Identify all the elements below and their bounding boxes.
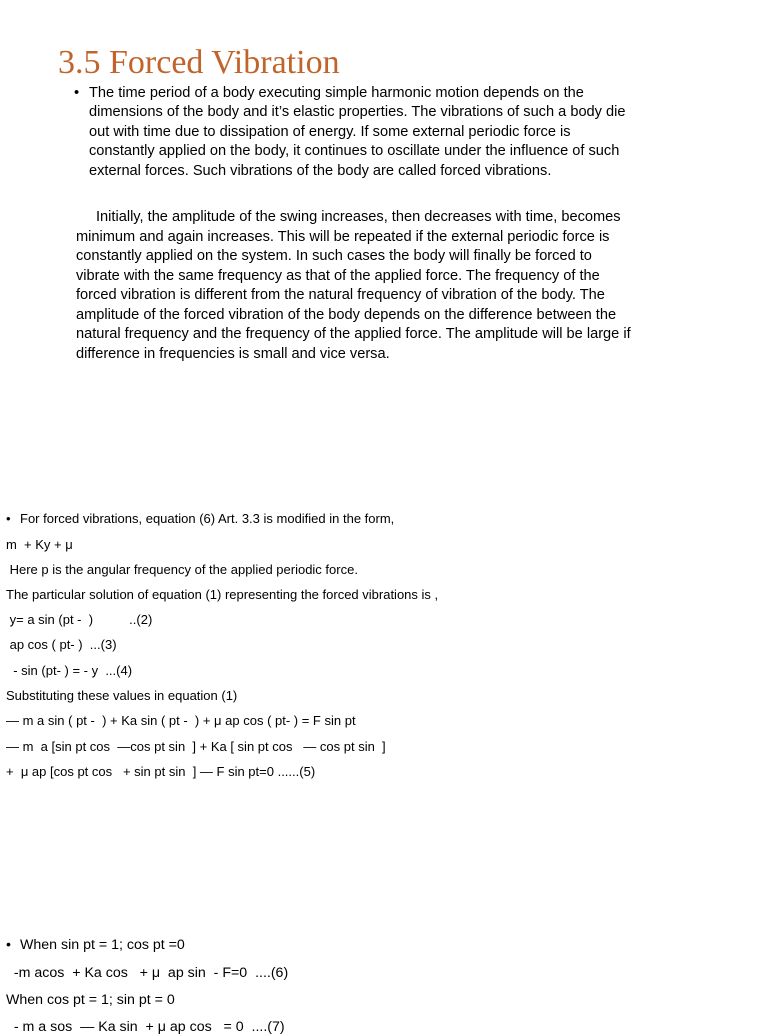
equation-line: -m acos + Ka cos + μ ap sin - F=0 ....(6) bbox=[6, 965, 289, 981]
slide-equations bbox=[0, 500, 768, 800]
equation-line: — m a [sin pt cos —cos pt sin ] + Ka [ sin pt cos — cos pt sin ] bbox=[6, 739, 386, 754]
slide-forced-vibration bbox=[0, 0, 768, 420]
equation-line: When cos pt = 1; sin pt = 0 bbox=[6, 992, 175, 1008]
bullet-dot: • bbox=[6, 511, 11, 526]
equation-line: — m a sin ( pt - ) + Ka sin ( pt - ) + μ ap cos ( pt- ) = F sin pt bbox=[6, 713, 356, 728]
equation-line: m + Ky + μ bbox=[6, 537, 73, 552]
equation-line: y= a sin (pt - ) ..(2) bbox=[6, 612, 153, 627]
bullet-paragraph bbox=[74, 84, 634, 181]
equation-line-intro bbox=[6, 511, 394, 527]
bullet-dot: • bbox=[6, 937, 11, 953]
slide-title: 3.5 Forced Vibration bbox=[58, 44, 340, 81]
equation-text: When sin pt = 1; cos pt =0 bbox=[20, 937, 185, 953]
body-paragraph: Initially, the amplitude of the swing increases, then decreases with time, becomes minimum and again increases. This will be repeated if the external periodic force is constantly applied on the system. In such cases the body will finally be forced to vibrate with the same frequency as that of the applied force. The frequency of the forced vibration is different from the natural frequency of vibration of the body. The amplitude of the forced vibration of the body depends on the difference between the natural frequency and the frequency of the applied force. The amplitude will be large if difference in frequencies is small and vice versa. bbox=[76, 209, 631, 362]
equation-line: Substituting these values in equation (1) bbox=[6, 688, 238, 703]
equation-line: The particular solution of equation (1) representing the forced vibrations is , bbox=[6, 587, 439, 602]
equation-line: - sin (pt- ) = - y ...(4) bbox=[6, 663, 133, 678]
equation-line: + μ ap [cos pt cos + sin pt sin ] — F sin pt=0 ......(5) bbox=[6, 764, 316, 779]
bullet-text: The time period of a body executing simple harmonic motion depends on the dimensions of the body and it’s elastic properties. The vibrations of such a body die out with time due to dissipation of energy. If some external periodic force is constantly applied on the body, it continues to oscillate under the influence of such external forces. Such vibrations of the body are called forced vibrations. bbox=[89, 85, 626, 179]
equation-line-case1 bbox=[6, 936, 185, 954]
slide-special-cases bbox=[0, 928, 768, 1035]
equation-text: For forced vibrations, equation (6) Art. 3.3 is modified in the form, bbox=[20, 511, 395, 526]
equation-line: Here p is the angular frequency of the applied periodic force. bbox=[6, 562, 358, 577]
bullet-dot: • bbox=[74, 85, 80, 101]
equation-line: ap cos ( pt- ) ...(3) bbox=[6, 637, 117, 652]
equation-line: - m a sos — Ka sin + μ ap cos = 0 ....(7) bbox=[6, 1019, 285, 1035]
